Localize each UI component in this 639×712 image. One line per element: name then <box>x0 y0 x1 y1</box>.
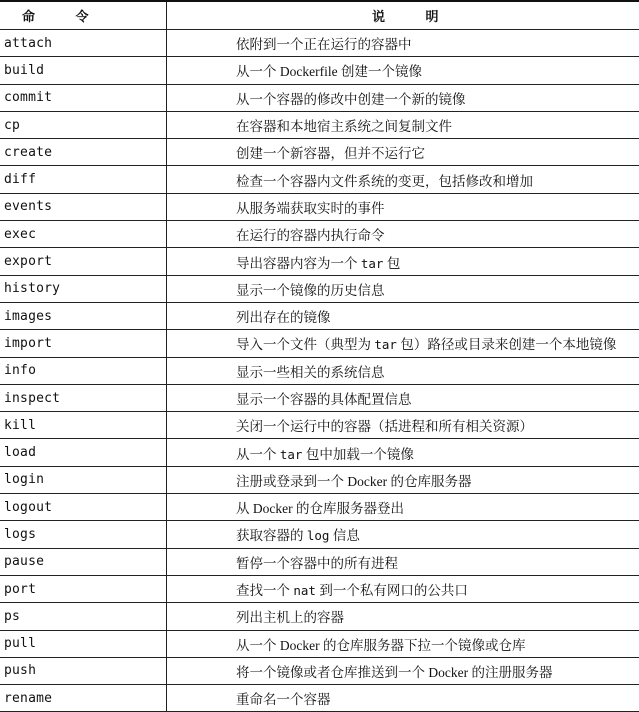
command-cell: pause <box>0 548 167 575</box>
description-code: tar <box>280 447 303 462</box>
description-text: 显示一些相关的系统信息 <box>236 365 385 380</box>
header-description <box>167 1 639 30</box>
description-cell <box>167 330 639 357</box>
command-cell: load <box>0 439 167 466</box>
description-code: log <box>307 528 330 543</box>
description-cell <box>167 221 639 248</box>
table-row <box>0 466 639 493</box>
table-row <box>0 685 639 712</box>
description-text: 从一个 Docker 的仓库服务器下拉一个镜像或仓库 <box>236 638 525 653</box>
description-text: 从一个容器的修改中创建一个新的镜像 <box>236 92 466 107</box>
description-code: nat <box>293 583 316 598</box>
description-text: 从一个 <box>236 447 280 462</box>
command-cell: events <box>0 193 167 220</box>
description-code: tar <box>361 256 384 271</box>
description-text: 显示一个镜像的历史信息 <box>236 283 385 298</box>
description-text: 从 Docker 的仓库服务器登出 <box>236 501 404 516</box>
table-row <box>0 330 639 357</box>
command-cell: create <box>0 139 167 166</box>
table-row <box>0 630 639 657</box>
description-cell <box>167 30 639 57</box>
command-cell: diff <box>0 166 167 193</box>
header-row <box>0 1 639 30</box>
table-row <box>0 248 639 275</box>
description-cell <box>167 111 639 138</box>
description-cell <box>167 521 639 548</box>
description-cell <box>167 84 639 111</box>
description-text: 显示一个容器的具体配置信息 <box>236 392 412 407</box>
description-text: 查找一个 <box>236 583 293 598</box>
description-code: tar <box>374 337 397 352</box>
table-row <box>0 193 639 220</box>
command-cell: commit <box>0 84 167 111</box>
description-cell <box>167 657 639 684</box>
command-cell: import <box>0 330 167 357</box>
command-cell: ps <box>0 603 167 630</box>
header-description-label: 说 明 <box>372 10 457 25</box>
table-row <box>0 494 639 521</box>
description-cell <box>167 302 639 329</box>
table-row <box>0 575 639 602</box>
table-row <box>0 57 639 84</box>
header-command-label: 命 令 <box>22 10 107 25</box>
description-cell <box>167 439 639 466</box>
description-text: 从一个 Dockerfile 创建一个镜像 <box>236 64 422 79</box>
table-row <box>0 302 639 329</box>
description-text: 信息 <box>329 528 359 543</box>
table-row <box>0 439 639 466</box>
description-cell <box>167 466 639 493</box>
description-text: 列出存在的镜像 <box>236 310 331 325</box>
description-text: 获取容器的 <box>236 528 307 543</box>
command-cell: info <box>0 357 167 384</box>
description-cell <box>167 384 639 411</box>
table-row <box>0 139 639 166</box>
table-row <box>0 275 639 302</box>
table-row <box>0 603 639 630</box>
command-cell: history <box>0 275 167 302</box>
command-cell: logs <box>0 521 167 548</box>
table-body <box>0 30 639 712</box>
command-cell: attach <box>0 30 167 57</box>
description-text: 在运行的容器内执行命令 <box>236 228 385 243</box>
description-text: 将一个镜像或者仓库推送到一个 Docker 的注册服务器 <box>236 665 552 680</box>
description-text: 列出主机上的容器 <box>236 610 344 625</box>
description-text: 暂停一个容器中的所有进程 <box>236 556 398 571</box>
command-cell: kill <box>0 412 167 439</box>
command-cell: cp <box>0 111 167 138</box>
table-row <box>0 166 639 193</box>
description-text: 从服务端获取实时的事件 <box>236 201 385 216</box>
description-cell <box>167 603 639 630</box>
table-row <box>0 657 639 684</box>
description-text: 在容器和本地宿主系统之间复制文件 <box>236 119 452 134</box>
table-row <box>0 111 639 138</box>
description-cell <box>167 57 639 84</box>
table-row <box>0 548 639 575</box>
description-cell <box>167 139 639 166</box>
table-row <box>0 412 639 439</box>
table-row <box>0 84 639 111</box>
table-row <box>0 384 639 411</box>
description-text: 检查一个容器内文件系统的变更，包括修改和增加 <box>236 174 533 189</box>
description-cell <box>167 685 639 712</box>
command-cell: port <box>0 575 167 602</box>
description-text: 包）路径或目录来创建一个本地镜像 <box>397 337 616 352</box>
description-cell <box>167 275 639 302</box>
description-text: 重命名一个容器 <box>236 692 331 707</box>
description-cell <box>167 412 639 439</box>
command-cell: pull <box>0 630 167 657</box>
description-cell <box>167 575 639 602</box>
description-text: 包中加载一个镜像 <box>302 447 413 462</box>
header-command <box>0 1 167 30</box>
command-cell: exec <box>0 221 167 248</box>
description-text: 导出容器内容为一个 <box>236 256 361 271</box>
command-cell: rename <box>0 685 167 712</box>
command-cell: login <box>0 466 167 493</box>
description-cell <box>167 548 639 575</box>
description-text: 注册或登录到一个 Docker 的仓库服务器 <box>236 474 471 489</box>
description-text: 导入一个文件（典型为 <box>236 337 374 352</box>
table-row <box>0 221 639 248</box>
command-cell: export <box>0 248 167 275</box>
description-cell <box>167 248 639 275</box>
description-cell <box>167 494 639 521</box>
description-cell <box>167 193 639 220</box>
description-cell <box>167 166 639 193</box>
description-text: 到一个私有网口的公共口 <box>316 583 468 598</box>
table-row <box>0 30 639 57</box>
description-text: 包 <box>383 256 400 271</box>
table-header <box>0 1 639 30</box>
command-cell: build <box>0 57 167 84</box>
description-text: 依附到一个正在运行的容器中 <box>236 37 412 52</box>
description-cell <box>167 357 639 384</box>
command-cell: inspect <box>0 384 167 411</box>
table-row <box>0 521 639 548</box>
description-cell <box>167 630 639 657</box>
table-row <box>0 357 639 384</box>
command-cell: push <box>0 657 167 684</box>
command-cell: images <box>0 302 167 329</box>
description-text: 关闭一个运行中的容器（括进程和所有相关资源） <box>236 419 533 434</box>
description-text: 创建一个新容器，但并不运行它 <box>236 146 425 161</box>
command-cell: logout <box>0 494 167 521</box>
